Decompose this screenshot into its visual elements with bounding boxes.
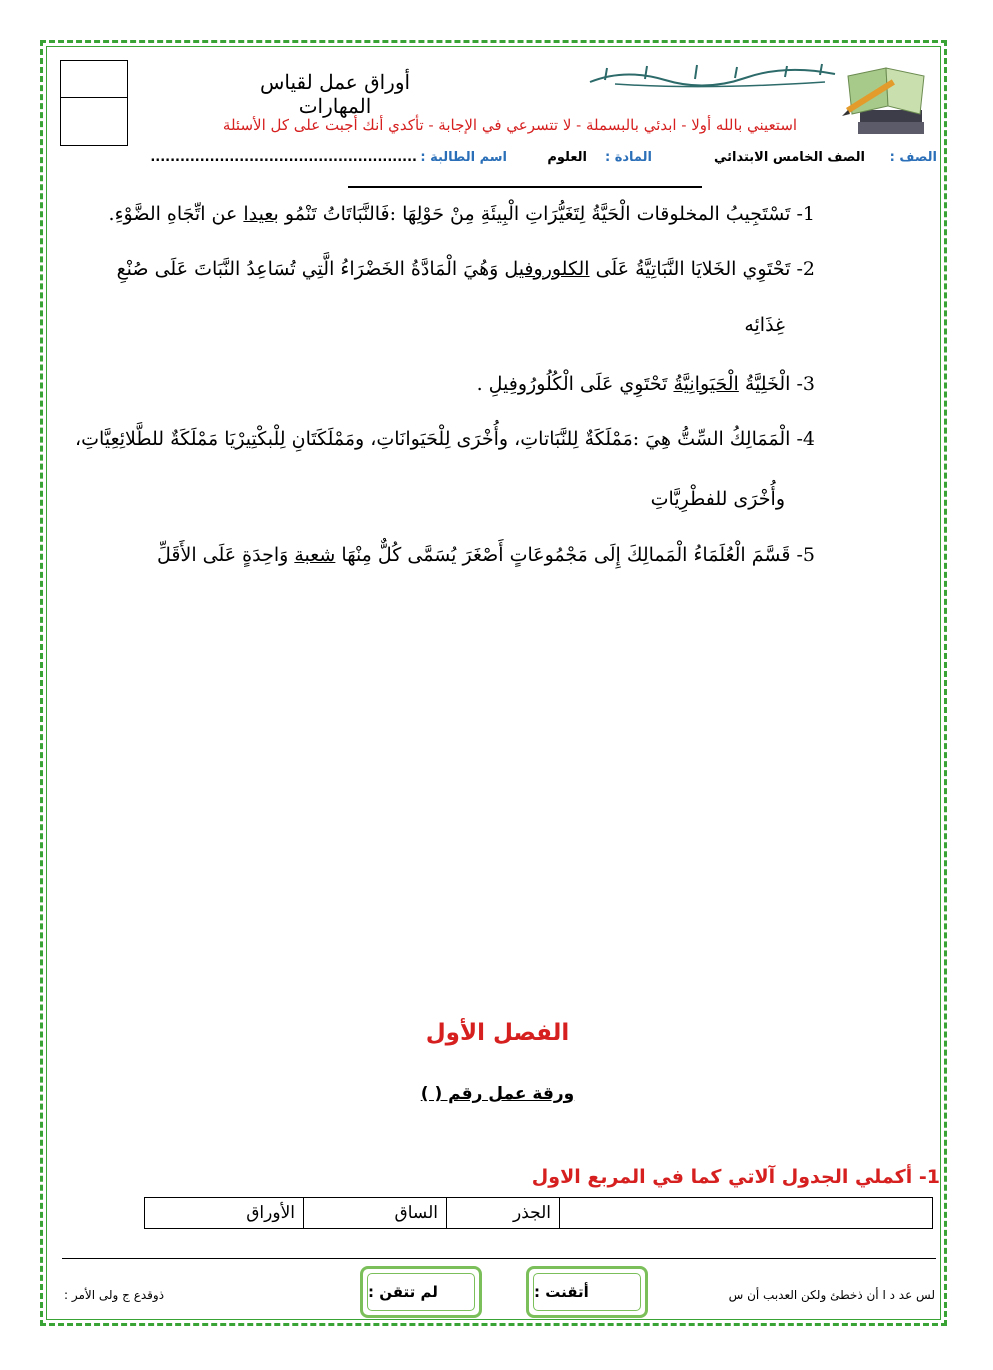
separator-line bbox=[348, 186, 702, 188]
footer-divider bbox=[62, 1258, 936, 1259]
footer-motto: لس عد د ا أن ذخطئ ولكن العدبب أن س bbox=[728, 1288, 935, 1302]
question-2: 2- تَحْتَوِي الخَلايَا النَّبَاتِيَّةُ عَلَى الكلوروفيل وَهُيَ الْمَادَّةُ الخَضْرَاءُ الَّتِي تُسَاعِدُ النَّبَاتَ عَلَى صُنْعِ bbox=[116, 258, 815, 280]
grade-value: الصف الخامس الابتدائي bbox=[713, 150, 865, 165]
mastered-box[interactable] bbox=[526, 1266, 648, 1318]
not-mastered-box[interactable] bbox=[360, 1266, 482, 1318]
question-2-continuation: غِذَائِه bbox=[744, 314, 785, 336]
page-border-inner bbox=[46, 46, 941, 1320]
question-3: 3- الْخَلِيَّةُ الْحَيَوانِيَّةُ تَحْتَوِي عَلَى الْكُلُورُوفِيلِ . bbox=[476, 373, 815, 395]
subject-label: المادة : bbox=[604, 150, 652, 165]
grade-box bbox=[60, 60, 128, 146]
table-cell-blank[interactable] bbox=[560, 1198, 933, 1229]
question-4-continuation: وأُخْرَى للفطْرِيَّاتِ bbox=[650, 488, 785, 510]
underlined-term: الْحَيَوانِيَّةُ bbox=[673, 373, 739, 395]
grade-label: الصف : bbox=[889, 150, 937, 165]
plant-parts-table bbox=[144, 1197, 933, 1229]
underlined-term: الكلوروفيل bbox=[504, 258, 590, 280]
student-name-label: اسم الطالبة : bbox=[420, 150, 507, 165]
basmala-calligraphy bbox=[585, 60, 845, 90]
worksheet-number: ورقة عمل رقم ( ) bbox=[420, 1084, 575, 1104]
instructions: استعيني بالله أولا - ابدئي بالبسملة - لا تتسرعي في الإجابة - تأكدي أنك أجبت على كل الأسئلة bbox=[222, 116, 798, 134]
task-heading: 1- أكملي الجدول آلاتي كما في المربع الاول bbox=[531, 1166, 940, 1188]
worksheet-title: أوراق عمل لقياس المهارات bbox=[259, 70, 411, 118]
books-pencil-icon bbox=[838, 58, 930, 140]
question-5: 5- قَسَّمَ الْعُلَمَاءُ الْمَمالِكَ إِلَى مَجْمُوعَاتٍ أَصْغَرَ يُسَمَّى كُلٌّ مِنْهَا شعبة وَاحِدَةٍ عَلَى الأَقَلِّ bbox=[157, 544, 815, 566]
mastered-label: أتقنت : bbox=[534, 1283, 589, 1301]
table-header-leaves: الأوراق bbox=[145, 1198, 304, 1229]
question-4: 4- الْمَمَالِكُ السِّتُّ هِيَ :مَمْلَكَةٌ لِلنَّبَاتاتِ، وأُخْرَى لِلْحَيَوانَاتِ، ومَمْلَكَتَانِ لِلْبكْتِيرْيَا مَمْلَكَةٌ للطَّلائِعِيَّاتِ، bbox=[75, 428, 815, 450]
not-mastered-label: لم تتقن : bbox=[368, 1283, 438, 1301]
table-header-stem: الساق bbox=[304, 1198, 447, 1229]
guardian-signature-label: ذوقدع ج ولى الأمر : bbox=[64, 1288, 165, 1302]
subject-value: العلوم bbox=[547, 150, 587, 165]
student-info-row bbox=[85, 150, 937, 172]
chapter-title: الفصل الأول bbox=[425, 1020, 570, 1046]
underlined-term: بعيدا bbox=[243, 203, 279, 225]
underlined-term: شعبة bbox=[294, 544, 336, 566]
table-header-root: الجذر bbox=[447, 1198, 560, 1229]
question-1: 1- تَسْتَجِيبُ المخلوقات الْحَيَّةُ لِتَغَيُّرَاتِ الْبِيئَةِ مِنْ حَوْلِهَا :فَالنَّبَاتَاتُ تَنْمُو بعيدا عن اتِّجَاهِ الضَّوْءِ. bbox=[108, 203, 815, 225]
student-name-field[interactable]: ...................................................... bbox=[150, 150, 417, 165]
